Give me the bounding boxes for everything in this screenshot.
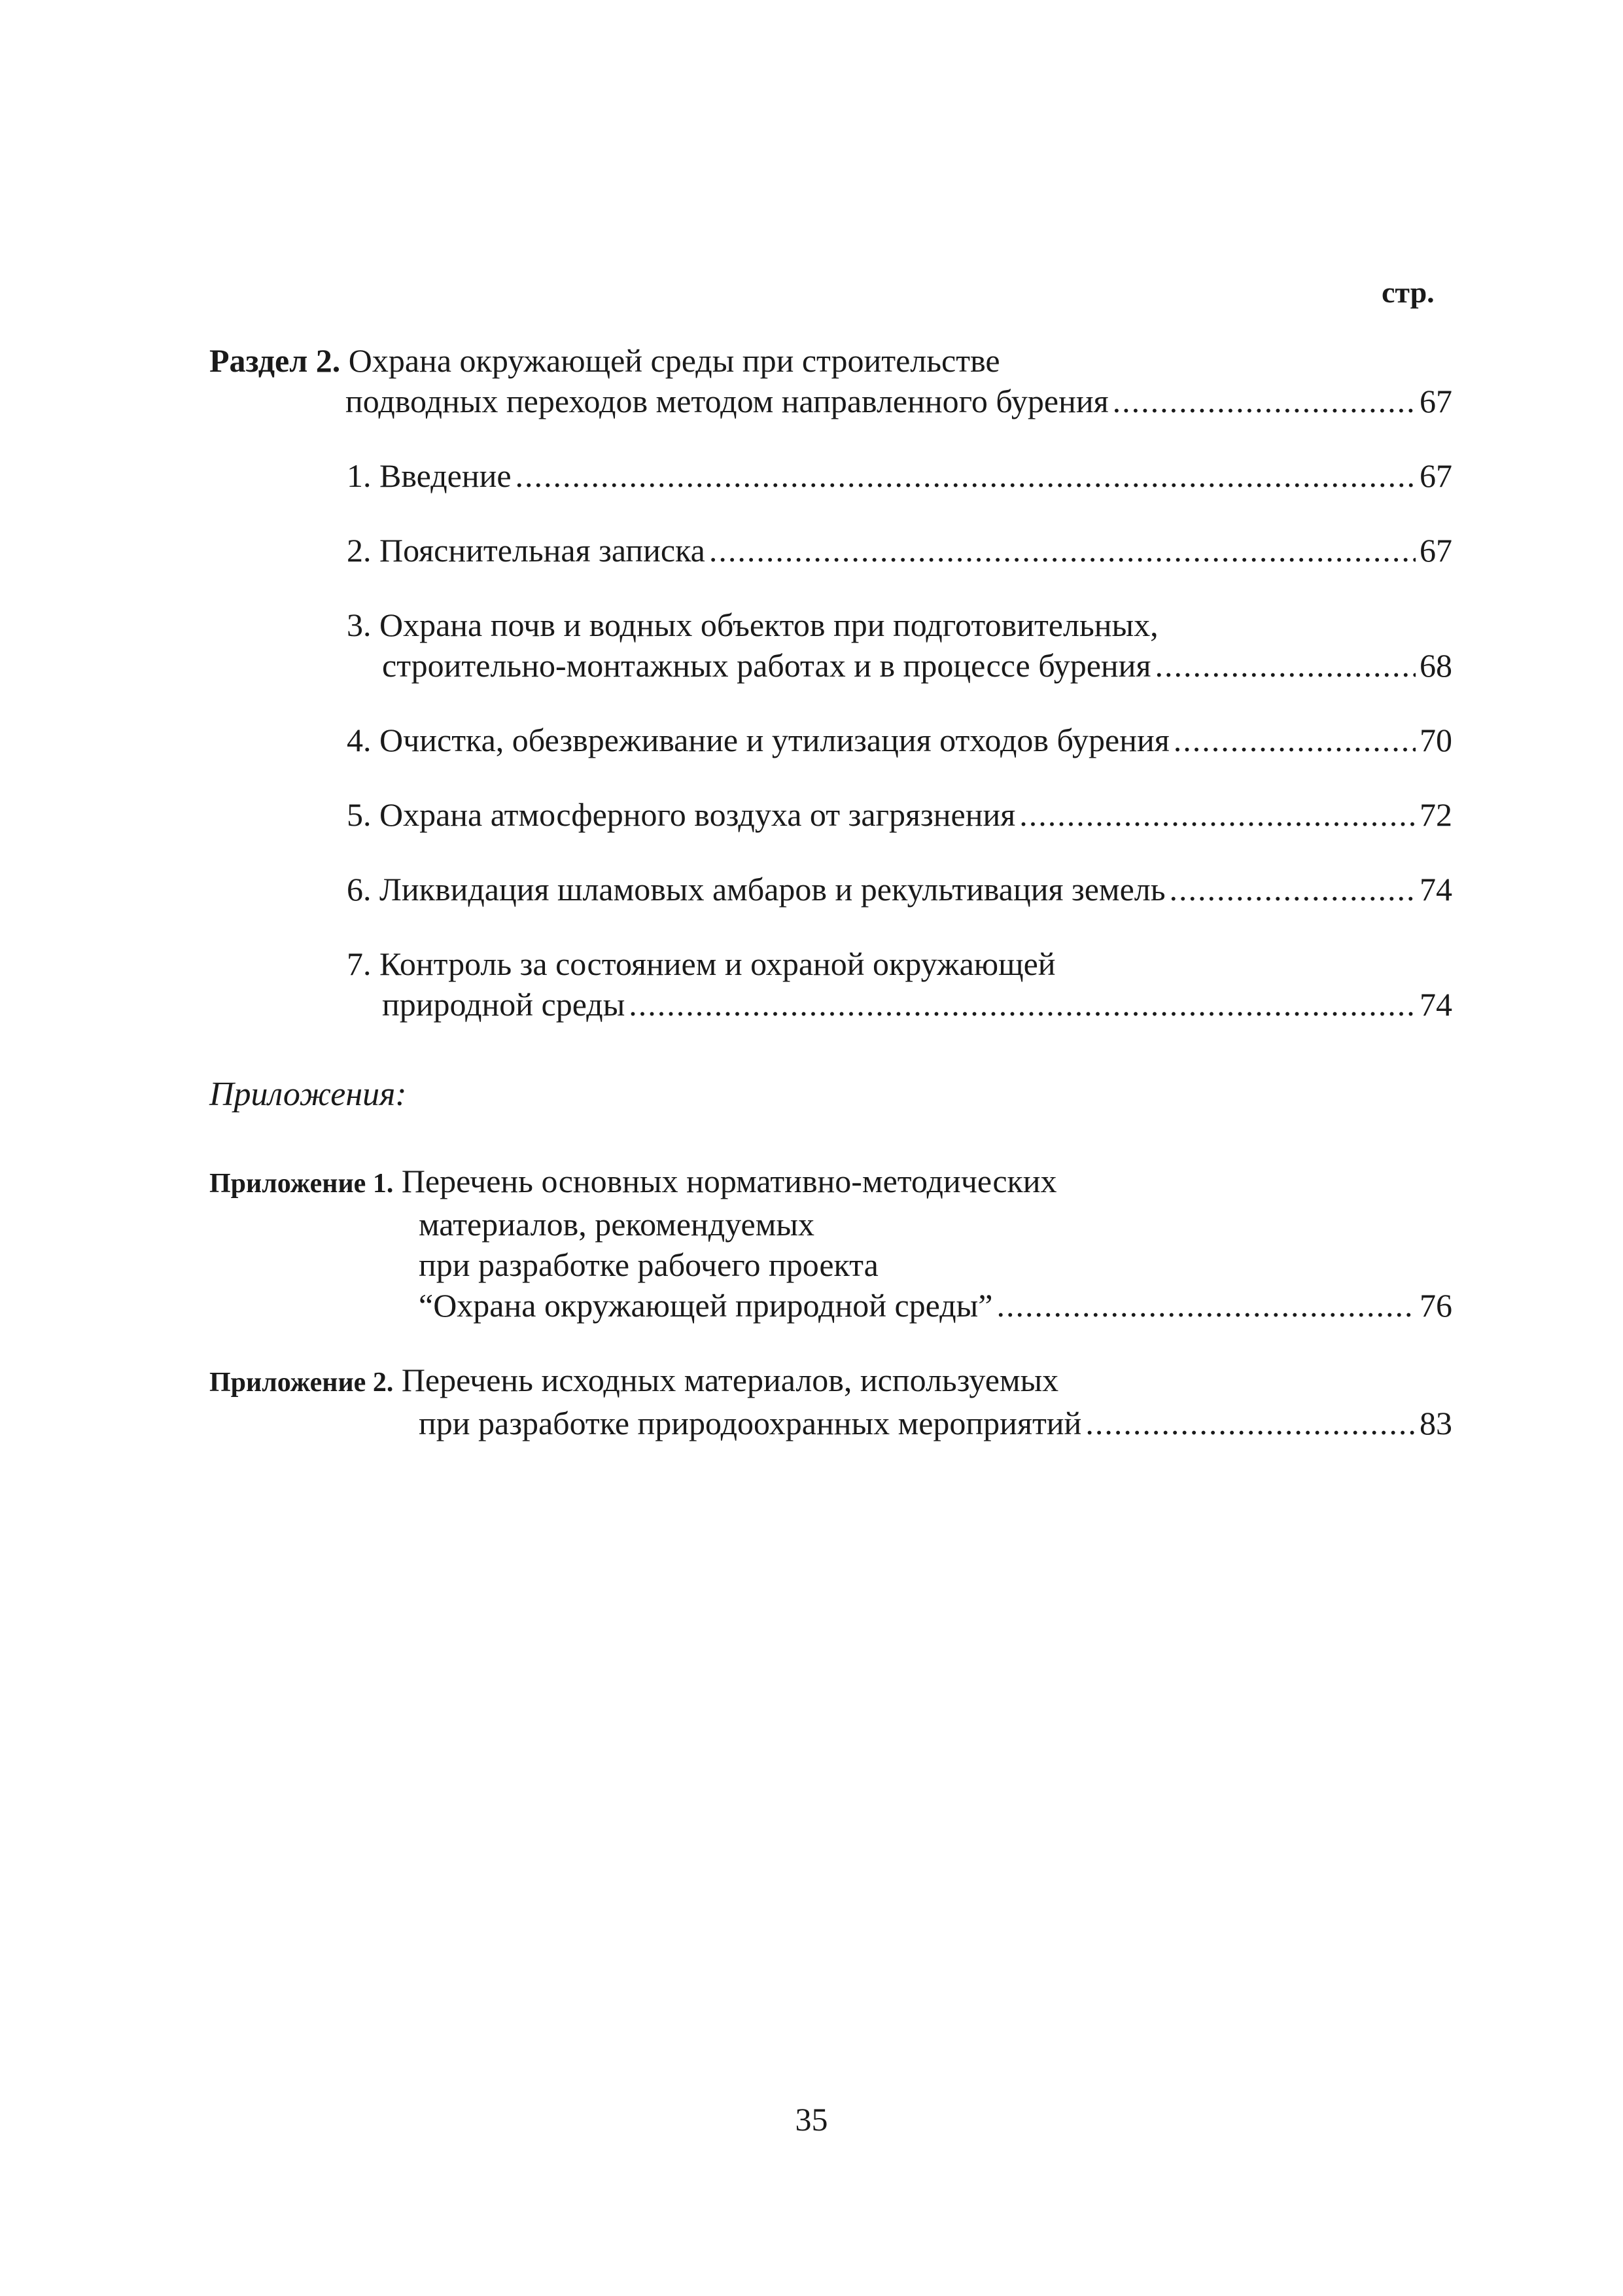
toc-item-title: 7. Контроль за состоянием и охраной окружающей: [347, 945, 1056, 982]
section-title-line1: Охрана окружающей среды при строительстве: [348, 342, 1000, 379]
toc-item-title: 5. Охрана атмосферного воздуха от загрязнения: [347, 796, 1016, 833]
page-number: 35: [795, 2101, 828, 2138]
toc-item-6: [209, 869, 1452, 910]
appendix-title-line1: Перечень основных нормативно-методических: [401, 1163, 1057, 1199]
toc-item-3: [209, 605, 1452, 686]
toc-item-1: [209, 455, 1452, 496]
toc-appendix-1: [209, 1161, 1452, 1326]
toc-item-page: 74: [1420, 986, 1452, 1023]
appendix-title-line3: при разработке рабочего проекта: [419, 1246, 879, 1283]
toc-item-title-cont: строительно-монтажных работах и в процессе бурения: [382, 647, 1151, 684]
dot-leader: [515, 455, 1416, 496]
dot-leader: [1019, 794, 1416, 835]
dot-leader: [709, 530, 1416, 571]
toc-item-4: [209, 720, 1452, 760]
dot-leader: [629, 984, 1416, 1025]
toc-item-7: [209, 944, 1452, 1025]
toc-item-title-cont: природной среды: [382, 986, 625, 1023]
toc-item-title: 3. Охрана почв и водных объектов при подготовительных,: [347, 607, 1159, 643]
toc-item-page: 74: [1420, 871, 1452, 908]
section-page-number: 67: [1420, 383, 1452, 419]
toc-item-title: 4. Очистка, обезвреживание и утилизация отходов бурения: [347, 722, 1170, 758]
appendix-label: Приложение 2.: [209, 1368, 394, 1398]
dot-leader: [1170, 869, 1416, 910]
toc-section-2: [209, 340, 1452, 421]
appendix-page: 76: [1420, 1287, 1452, 1324]
toc-item-page: 67: [1420, 457, 1452, 494]
toc-item-title: 2. Пояснительная записка: [347, 532, 705, 569]
toc-item-page: 72: [1420, 796, 1452, 833]
appendix-label: Приложение 1.: [209, 1169, 394, 1199]
dot-leader: [1085, 1403, 1416, 1443]
appendix-page: 83: [1420, 1405, 1452, 1441]
appendix-title-line2: при разработке природоохранных мероприятий: [419, 1405, 1082, 1441]
toc-item-page: 67: [1420, 532, 1452, 569]
dot-leader: [1174, 720, 1416, 760]
dot-leader: [1113, 381, 1416, 421]
appendix-title-line2: материалов, рекомендуемых: [419, 1206, 814, 1243]
page-column-label: стр.: [1382, 275, 1435, 309]
toc-appendix-2: [209, 1360, 1452, 1443]
toc-item-title: 1. Введение: [347, 457, 512, 494]
dot-leader: [1155, 645, 1416, 686]
section-title-line2: подводных переходов методом направленного бурения: [345, 383, 1109, 419]
toc-item-5: [209, 794, 1452, 835]
appendix-title-line1: Перечень исходных материалов, используемых: [401, 1362, 1059, 1398]
appendices-heading: Приложения:: [209, 1076, 407, 1113]
toc-item-title: 6. Ликвидация шламовых амбаров и рекультивация земель: [347, 871, 1166, 908]
toc-item-page: 70: [1420, 722, 1452, 758]
toc-item-page: 68: [1420, 647, 1452, 684]
dot-leader: [996, 1285, 1416, 1326]
toc-item-2: [209, 530, 1452, 571]
appendix-title-line4: “Охрана окружающей природной среды”: [419, 1287, 993, 1324]
section-label: Раздел 2.: [209, 342, 341, 379]
table-of-contents: [209, 340, 1452, 1443]
